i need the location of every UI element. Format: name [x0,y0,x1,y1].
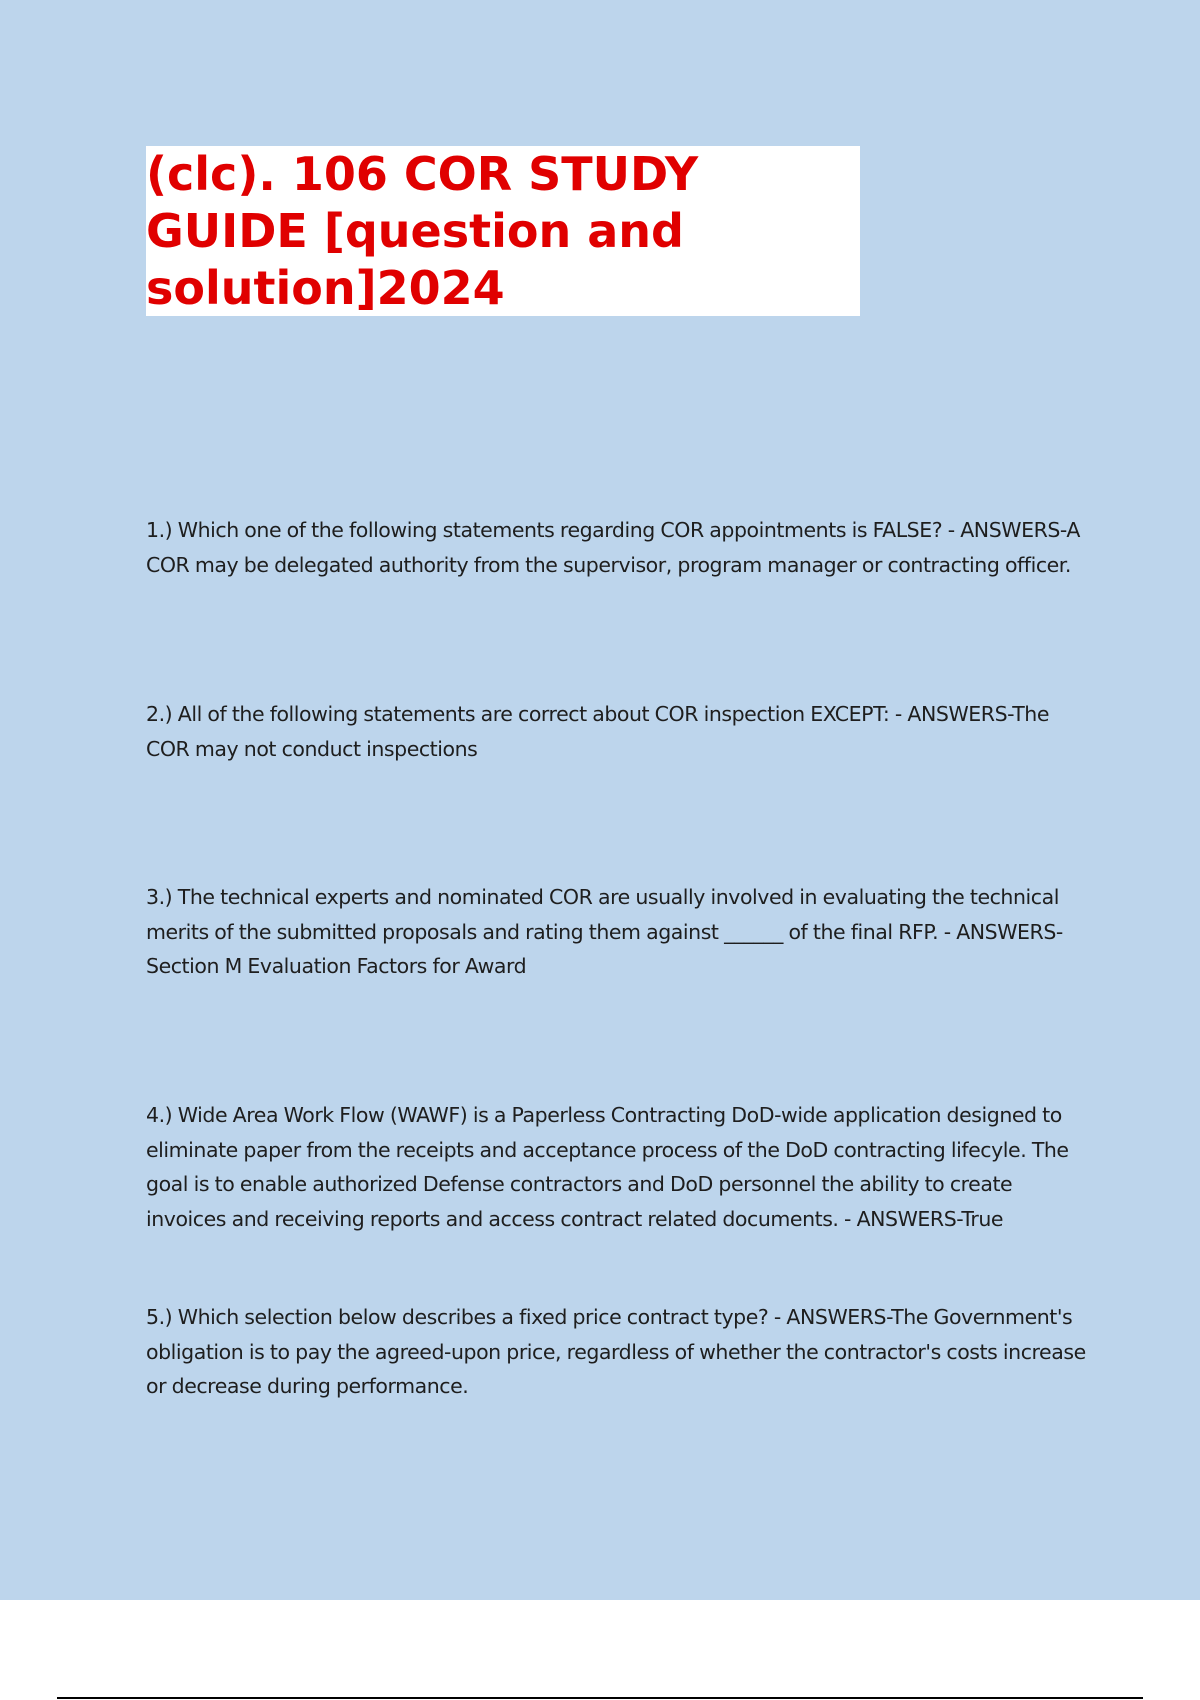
page-title: (clc). 106 COR STUDY GUIDE [question and solution]2024 [146,147,699,315]
question-3: 3.) The technical experts and nominated COR are usually involved in evaluating the technical merits of the submitted proposals and rating them against ______ of the final RFP. - ANSWERS-Section M Evaluation Factors for Award [146,885,1063,978]
question-5: 5.) Which selection below describes a fixed price contract type? - ANSWERS-The Government's obligation is to pay the agreed-upon price, regardless of whether the contractor's costs increase or decrease during performance. [146,1305,1086,1398]
question-4: 4.) Wide Area Work Flow (WAWF) is a Paperless Contracting DoD-wide application designed to eliminate paper from the receipts and acceptance process of the DoD contracting lifecyle. The goal is to enable authorized Defense contractors and DoD personnel the ability to create invoices and receiving reports and access contract related documents. - ANSWERS-True [146,1103,1069,1231]
question-1: 1.) Which one of the following statements regarding COR appointments is FALSE? - ANSWERS-A COR may be delegated authority from the supervisor, program manager or contracting officer. [146,518,1081,577]
footer-divider [57,1697,1143,1699]
question-2: 2.) All of the following statements are correct about COR inspection EXCEPT: - ANSWERS-The COR may not conduct inspections [146,702,1049,761]
title-box [146,146,860,316]
